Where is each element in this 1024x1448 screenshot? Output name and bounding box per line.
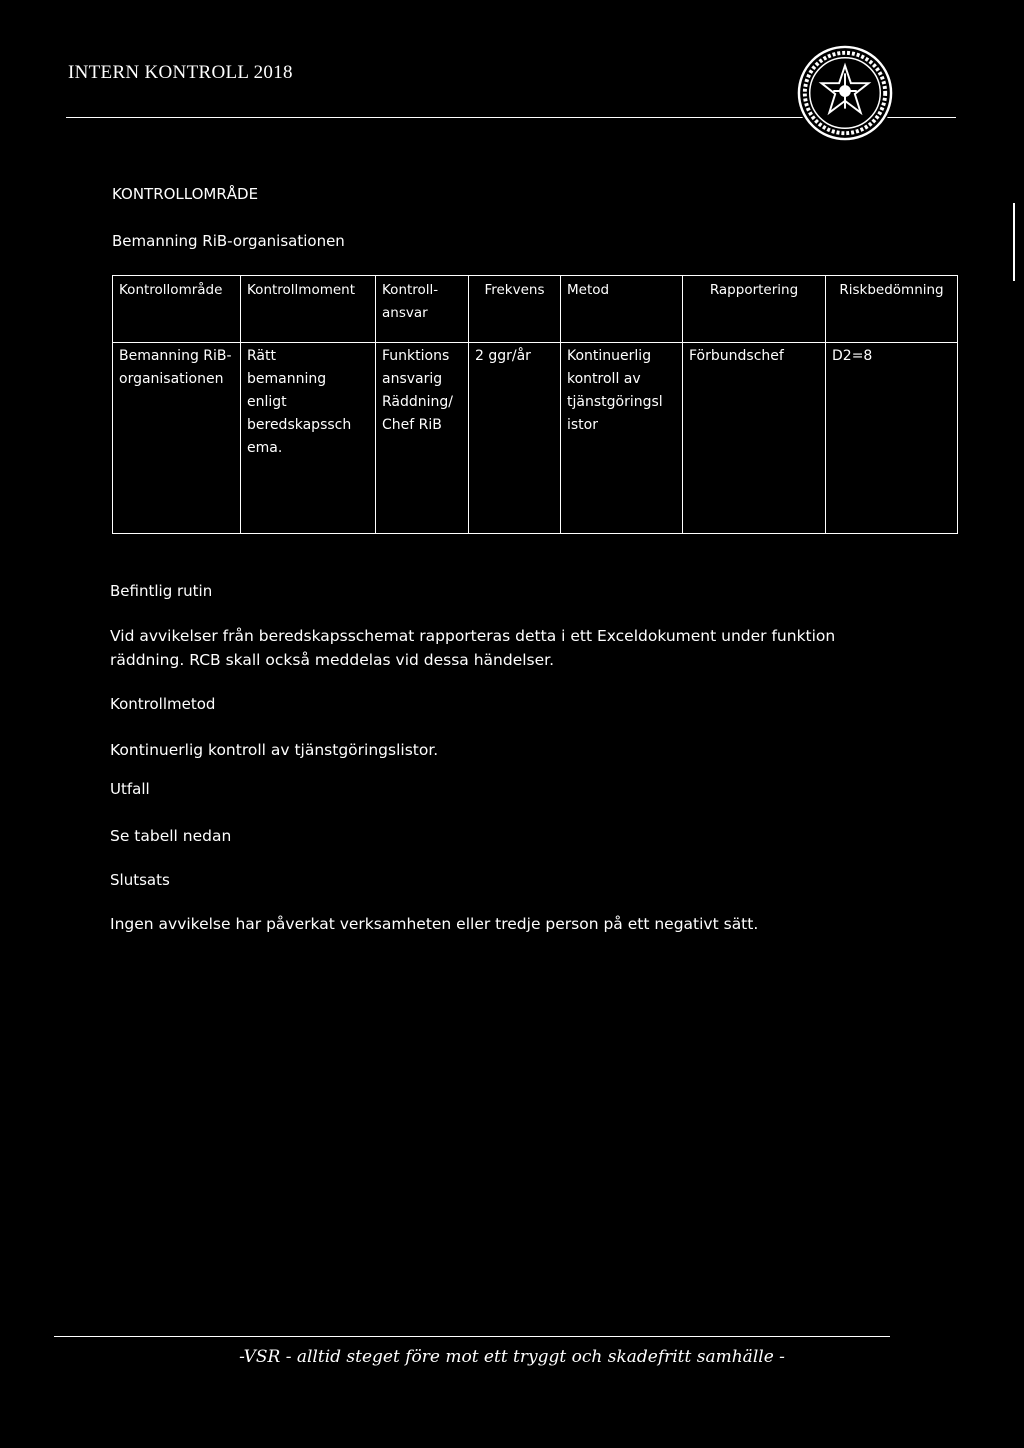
header-kontrollomrade: Kontrollområde — [113, 276, 241, 343]
outcome-text: Se tabell nedan — [110, 827, 232, 845]
footer-motto: -VSR - alltid steget före mot ett tryggt och skadefritt samhälle - — [239, 1347, 785, 1367]
cell-area-line1: Bemanning RiB- — [119, 348, 232, 364]
header-kontrollansvar-line1: Kontroll- — [382, 282, 439, 298]
cell-method-line1: Kontinuerlig — [567, 348, 652, 364]
cell-frequency: 2 ggr/år — [469, 343, 561, 534]
cell-area-line2: organisationen — [119, 371, 224, 387]
section-subtitle: Bemanning RiB-organisationen — [112, 232, 345, 250]
method-text: Kontinuerlig kontroll av tjänstgöringslistor. — [110, 741, 439, 759]
cell-moment-line5: ema. — [247, 440, 283, 456]
cell-area — [113, 343, 241, 534]
table-row — [113, 343, 958, 534]
routine-text-line1: Vid avvikelser från beredskapsschemat rapporteras detta i ett Exceldokument under funktion — [110, 627, 836, 645]
method-heading: Kontrollmetod — [110, 695, 216, 713]
cell-moment-line3: enligt — [247, 394, 287, 410]
cell-moment-line2: bemanning — [247, 371, 327, 387]
cell-responsible-line4: Chef RiB — [382, 417, 442, 433]
cell-method-line4: istor — [567, 417, 598, 433]
cell-method — [561, 343, 683, 534]
cell-reporting: Förbundschef — [683, 343, 826, 534]
cell-responsible — [376, 343, 469, 534]
cell-responsible-line3: Räddning/ — [382, 394, 454, 410]
header-kontrollansvar — [376, 276, 469, 343]
cell-responsible-line2: ansvarig — [382, 371, 443, 387]
cell-method-line3: tjänstgöringsl — [567, 394, 663, 410]
outcome-heading: Utfall — [110, 780, 150, 798]
cell-moment — [241, 343, 376, 534]
header-riskbedomning: Riskbedömning — [826, 276, 958, 343]
header-kontrollansvar-line2: ansvar — [382, 305, 428, 321]
margin-mark — [1013, 203, 1015, 281]
cell-moment-line4: beredskapssch — [247, 417, 352, 433]
cell-moment-line1: Rätt — [247, 348, 276, 364]
header-kontrollmoment: Kontrollmoment — [241, 276, 376, 343]
section-label: KONTROLLOMRÅDE — [112, 185, 259, 203]
conclusion-heading: Slutsats — [110, 871, 170, 889]
conclusion-text: Ingen avvikelse har påverkat verksamheten eller tredje person på ett negativt sätt. — [110, 915, 759, 933]
routine-text-line2: räddning. RCB skall också meddelas vid dessa händelser. — [110, 651, 555, 669]
cell-method-line2: kontroll av — [567, 371, 641, 387]
cell-risk: D2=8 — [826, 343, 958, 534]
document-header-title: INTERN KONTROLL 2018 — [68, 62, 293, 83]
routine-heading: Befintlig rutin — [110, 582, 213, 600]
header-frekvens: Frekvens — [469, 276, 561, 343]
cell-responsible-line1: Funktions — [382, 348, 450, 364]
table-header-row — [113, 276, 958, 343]
header-metod: Metod — [561, 276, 683, 343]
footer-divider — [54, 1336, 890, 1337]
control-table — [112, 275, 958, 534]
header-rapportering: Rapportering — [683, 276, 826, 343]
rescue-service-seal-icon — [796, 44, 894, 142]
